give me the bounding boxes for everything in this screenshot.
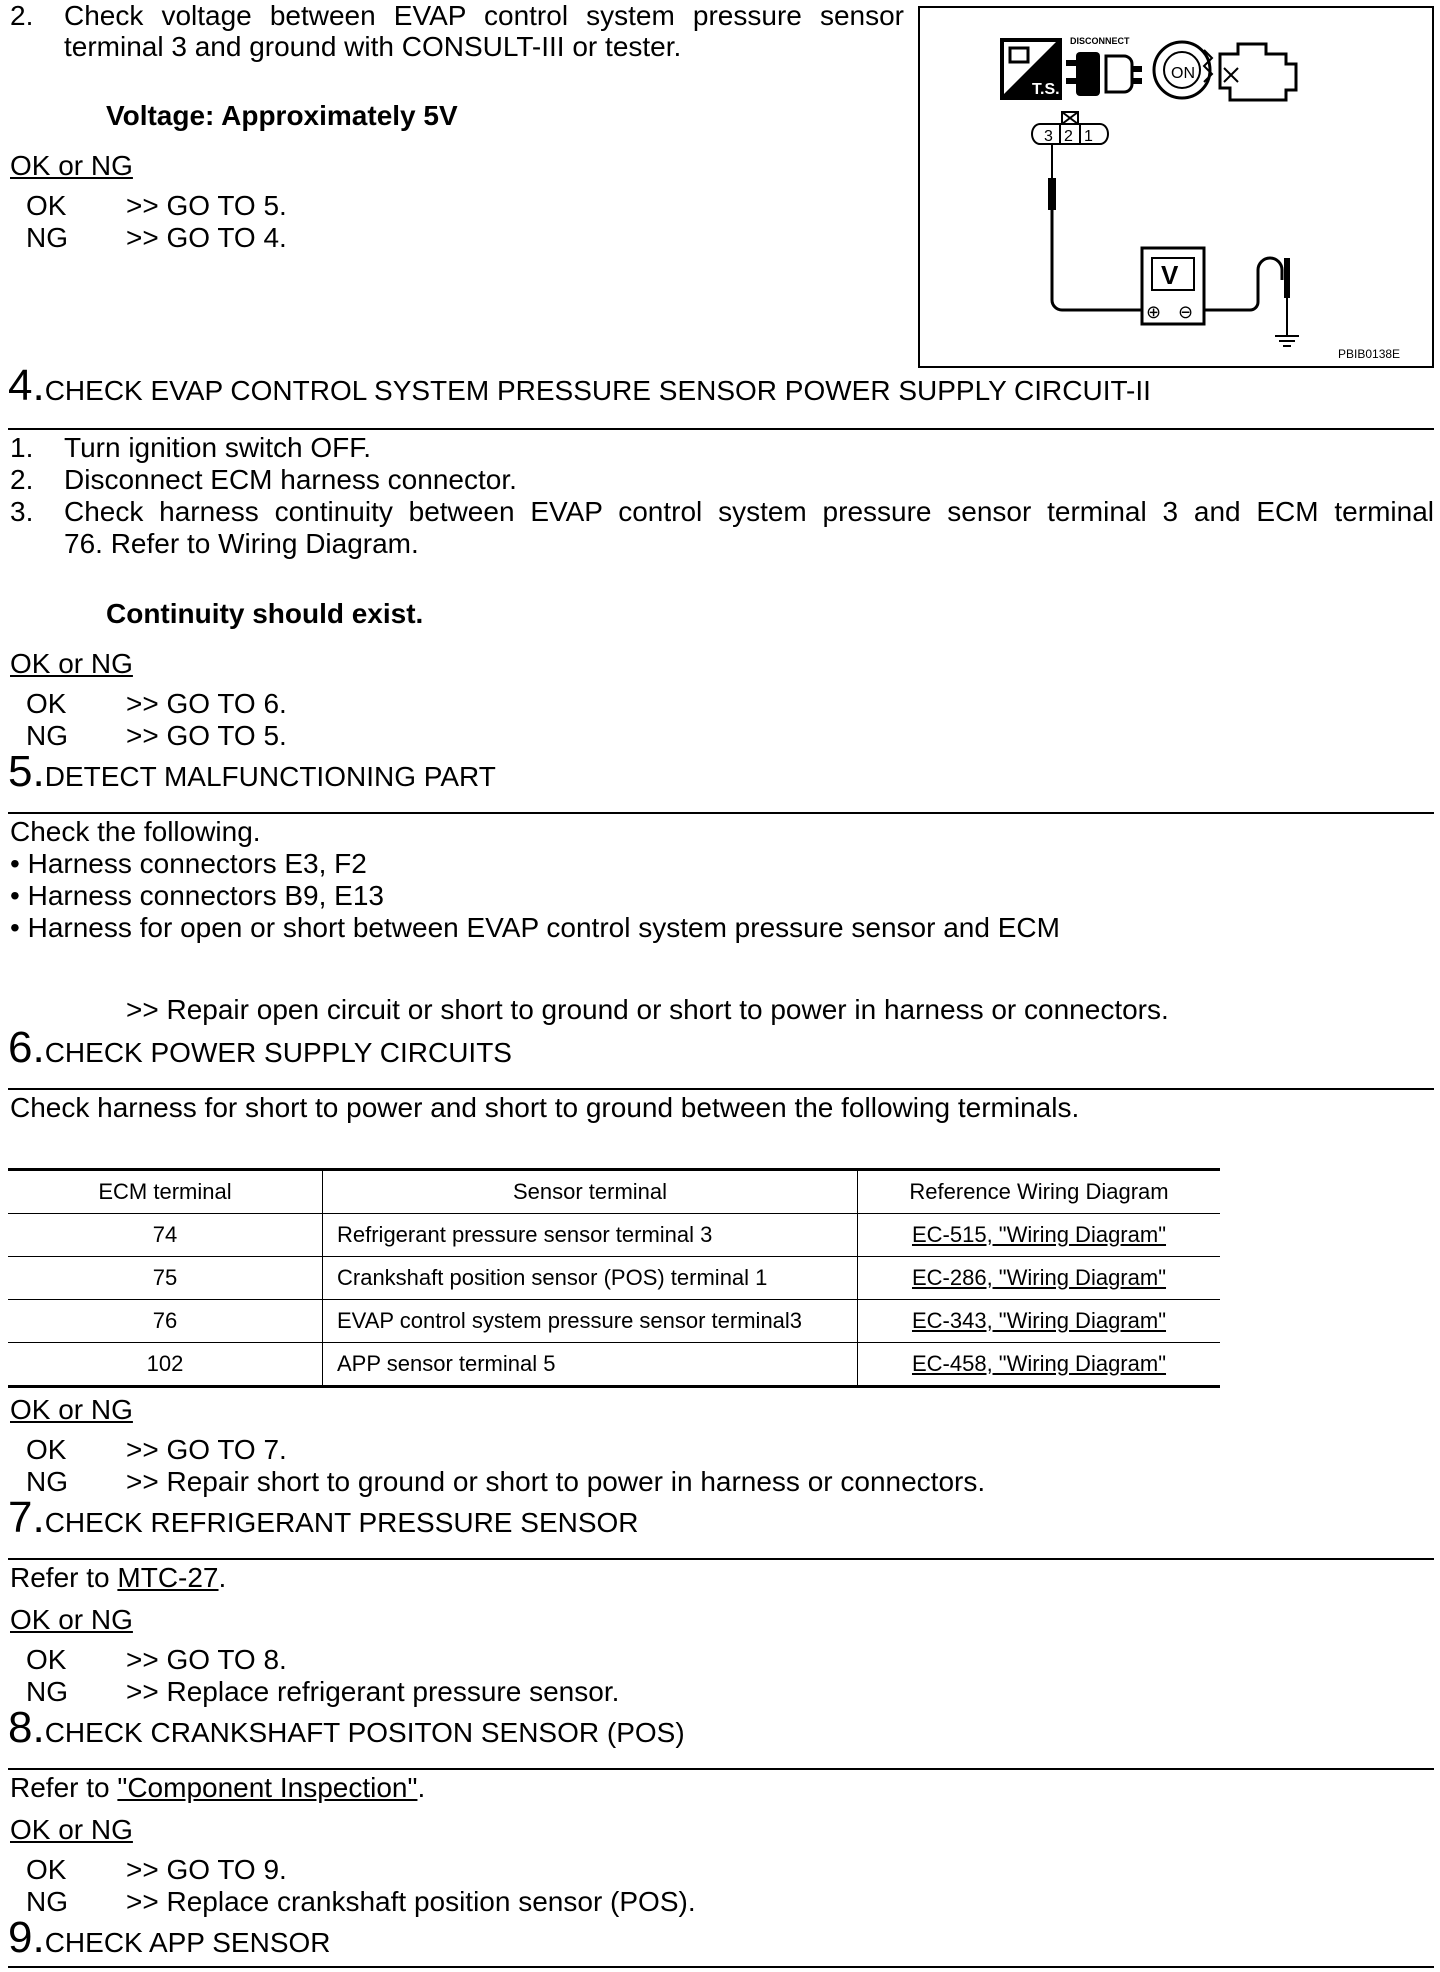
refer-text [10,1562,226,1594]
ok-action: >> GO TO 8. [126,1644,287,1675]
ok-label: OK [26,688,67,719]
ok-action: >> GO TO 9. [126,1854,287,1885]
bullet-text: Harness connectors B9, E13 [27,880,385,911]
bullet-item: • Harness for open or short between EVAP control system pressure sensor and ECM [10,912,1060,943]
step-title: DETECT MALFUNCTIONING PART [44,761,496,792]
list-number: 3. [10,496,34,527]
step-number: 8. [8,1703,45,1752]
step-number: 7. [8,1493,45,1542]
table-row [8,1300,1220,1343]
step-title: CHECK CRANKSHAFT POSITON SENSOR (POS) [44,1717,685,1748]
step-title: CHECK REFRIGERANT PRESSURE SENSOR [44,1507,639,1538]
plus-terminal: ⊕ [1146,302,1162,323]
ignition-on-icon [1154,42,1212,98]
sensor-connector [1032,112,1108,145]
ng-label: NG [26,720,68,751]
instruction-line: Check voltage between EVAP control system pressure sensor [64,0,904,31]
engine-icon [1220,44,1296,100]
refer-prefix: Refer to [10,1562,118,1593]
instruction-line: 76. Refer to Wiring Diagram. [64,528,419,559]
table-cell: 74 [8,1214,323,1257]
refer-text [10,1772,425,1804]
ok-action: >> GO TO 5. [126,190,287,221]
on-label: ON [1171,65,1195,82]
table-cell: APP sensor terminal 5 [323,1343,858,1387]
ng-action: >> GO TO 4. [126,222,287,253]
bullet-item: • Harness connectors E3, F2 [10,848,367,879]
pin-label: 1 [1084,128,1093,145]
figure-code: PBIB0138E [1338,347,1401,361]
ok-label: OK [26,1854,67,1885]
meter-label: V [1161,260,1179,290]
bullet-item: • Harness connectors B9, E13 [10,880,385,911]
step-heading [8,361,1151,410]
step-number: 9. [8,1913,45,1962]
list-number: 1. [10,432,34,463]
ng-action: >> Repair short to ground or short to power in harness or connectors. [126,1466,986,1497]
ok-label: OK [26,190,67,221]
instruction-line: Disconnect ECM harness connector. [64,464,517,495]
instruction-line: Turn ignition switch OFF. [64,432,372,463]
pin-label: 2 [1064,128,1073,145]
step-heading [8,1913,331,1962]
ok-action: >> GO TO 7. [126,1434,287,1465]
heading-rule [8,1768,1434,1770]
terminal-table [8,1168,1220,1388]
disconnect-label: DISCONNECT [1070,36,1130,46]
ng-action: >> Replace crankshaft position sensor (POS). [126,1886,696,1917]
wiring-diagram [920,8,1432,366]
ok-action: >> GO TO 6. [126,688,287,719]
step-number: 4. [8,361,45,410]
component-inspection-link[interactable]: "Component Inspection" [117,1772,418,1803]
instruction-line: Check harness continuity between EVAP control system pressure sensor terminal 3 and ECM terminal [64,496,1434,527]
step-number: 6. [8,1023,45,1072]
ok-or-ng-label: OK or NG [10,648,133,679]
ok-label: OK [26,1434,67,1465]
ng-action: >> GO TO 5. [126,720,287,751]
minus-terminal: ⊖ [1178,302,1194,323]
step-title: CHECK APP SENSOR [44,1927,331,1958]
heading-rule [8,1558,1434,1560]
table-cell: 76 [8,1300,323,1343]
refer-suffix: . [417,1772,426,1803]
ts-icon [1000,38,1062,100]
heading-rule [8,1088,1434,1090]
spec-text: Continuity should exist. [106,598,424,629]
ng-label: NG [26,1676,68,1707]
disconnect-icon [1066,36,1142,96]
pin-label: 3 [1044,128,1053,145]
ts-label: T.S. [1032,81,1060,98]
column-header: Reference Wiring Diagram [858,1170,1221,1214]
table-header-row [8,1170,1220,1214]
ok-or-ng-label: OK or NG [10,1394,133,1425]
table-row [8,1257,1220,1300]
wiring-diagram-link[interactable]: EC-458, "Wiring Diagram" [858,1343,1221,1387]
table-cell: 102 [8,1343,323,1387]
step-title: CHECK EVAP CONTROL SYSTEM PRESSURE SENSOR POWER SUPPLY CIRCUIT-II [44,375,1151,406]
action-text: >> Repair open circuit or short to ground or short to power in harness or connectors. [126,994,1169,1025]
intro-text: Check harness for short to power and short to ground between the following terminals. [10,1092,1080,1123]
step-heading [8,1703,685,1752]
ok-or-ng-label: OK or NG [10,1604,133,1635]
ok-label: OK [26,1644,67,1675]
instruction-line: terminal 3 and ground with CONSULT-III or tester. [64,31,682,62]
ng-label: NG [26,1886,68,1917]
mtc-27-link[interactable]: MTC-27 [117,1562,219,1593]
ng-label: NG [26,222,68,253]
step-title: CHECK POWER SUPPLY CIRCUITS [44,1037,512,1068]
voltmeter [1142,248,1204,324]
table-row [8,1343,1220,1387]
table-cell: 75 [8,1257,323,1300]
refer-suffix: . [218,1562,227,1593]
table-row [8,1214,1220,1257]
heading-rule [8,1966,1434,1968]
ok-or-ng-label: OK or NG [10,1814,133,1845]
wiring-diagram-link[interactable]: EC-343, "Wiring Diagram" [858,1300,1221,1343]
wiring-diagram-link[interactable]: EC-286, "Wiring Diagram" [858,1257,1221,1300]
voltage-check-figure [918,6,1434,368]
list-number: 2. [10,0,34,31]
ng-action: >> Replace refrigerant pressure sensor. [126,1676,620,1707]
bullet-text: Harness connectors E3, F2 [27,848,367,879]
step-heading [8,1023,512,1072]
spec-text: Voltage: Approximately 5V [106,100,458,131]
ng-label: NG [26,1466,68,1497]
table-cell: Refrigerant pressure sensor terminal 3 [323,1214,858,1257]
table-cell: Crankshaft position sensor (POS) terminal 1 [323,1257,858,1300]
bullet-text: Harness for open or short between EVAP control system pressure sensor and ECM [27,912,1060,943]
column-header: ECM terminal [8,1170,323,1214]
refer-prefix: Refer to [10,1772,118,1803]
ok-or-ng-label: OK or NG [10,150,133,181]
intro-text: Check the following. [10,816,261,847]
column-header: Sensor terminal [323,1170,858,1214]
wiring-diagram-link[interactable]: EC-515, "Wiring Diagram" [858,1214,1221,1257]
step-number: 5. [8,747,45,796]
step-heading [8,747,496,796]
table-cell: EVAP control system pressure sensor terminal3 [323,1300,858,1343]
heading-rule [8,812,1434,814]
heading-rule [8,428,1434,430]
list-number: 2. [10,464,34,495]
step-heading [8,1493,639,1542]
